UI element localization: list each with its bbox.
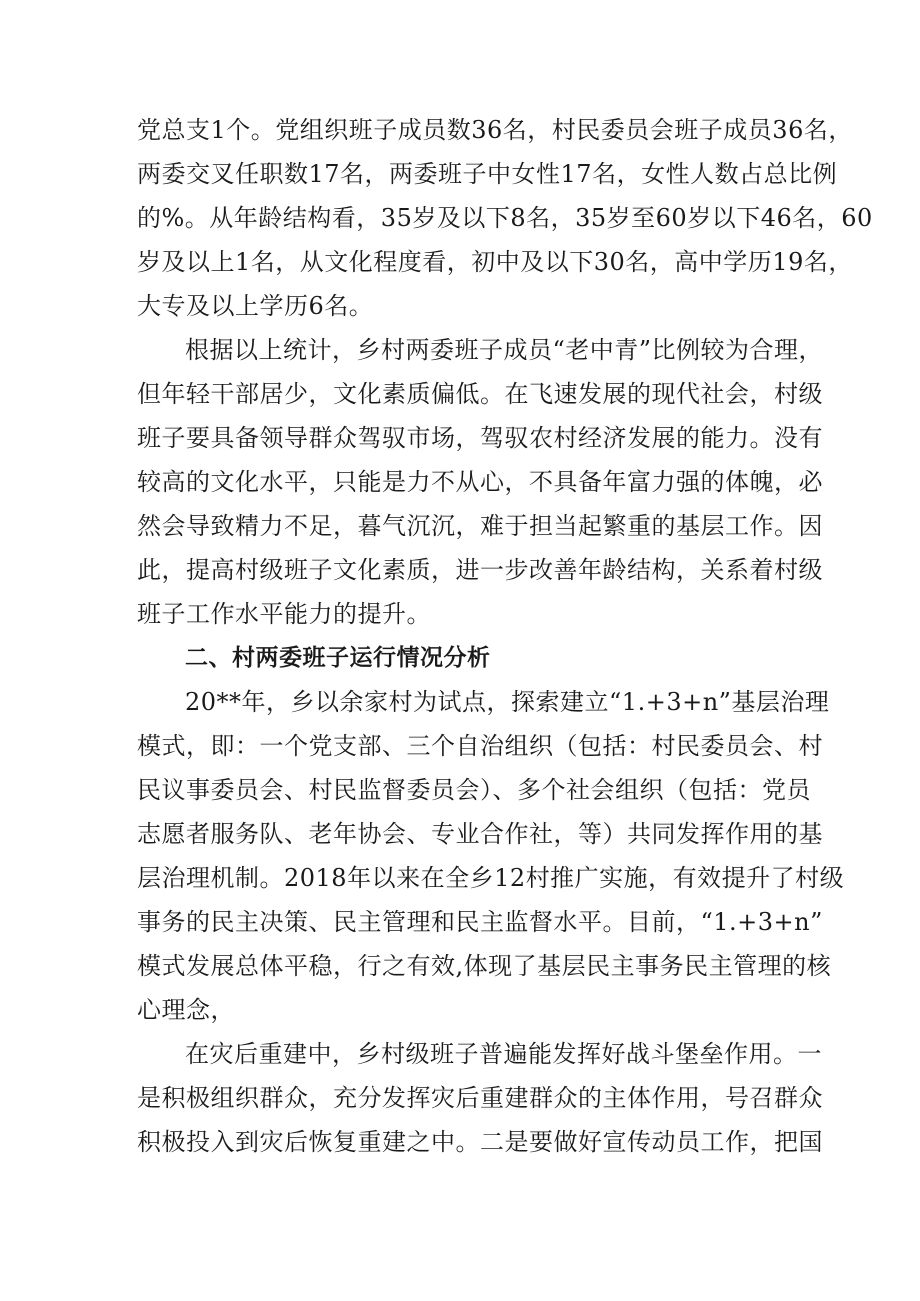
text-line: 20**年，乡以余家村为试点，探索建立“1.+3+n”基层治理 — [185, 688, 830, 716]
text-line: 党总支1个。党组织班子成员数36名，村民委员会班子成员36名， — [137, 116, 853, 144]
text-line: 模式，即：一个党支部、三个自治组织（包括：村民委员会、村 — [137, 732, 823, 760]
text-line: 民议事委员会、村民监督委员会）、多个社会组织（包括：党员 — [137, 776, 811, 804]
text-line: 层治理机制。2018年以来在全乡12村推广实施，有效提升了村级 — [137, 864, 845, 892]
section-heading: 二、村两委班子运行情况分析 — [185, 645, 491, 671]
text-line: 然会导致精力不足，暮气沉沉，难于担当起繁重的基层工作。因 — [137, 512, 823, 540]
text-line: 但年轻干部居少，文化素质偏低。在飞速发展的现代社会，村级 — [137, 380, 823, 408]
text-line: 此，提高村级班子文化素质，进一步改善年龄结构，关系着村级 — [137, 556, 823, 584]
text-line: 大专及以上学历6名。 — [137, 292, 374, 320]
text-line: 较高的文化水平，只能是力不从心，不具备年富力强的体魄，必 — [137, 468, 823, 496]
text-line: 岁及以上1名，从文化程度看，初中及以下30名，高中学历19名， — [137, 248, 853, 276]
paragraph-1 — [137, 108, 873, 328]
text-line: 在灾后重建中，乡村级班子普遍能发挥好战斗堡垒作用。一 — [185, 1040, 822, 1068]
text-line: 根据以上统计，乡村两委班子成员“老中青”比例较为合理， — [185, 336, 824, 364]
text-line: 两委交叉任职数17名，两委班子中女性17名，女性人数占总比例 — [137, 160, 838, 188]
paragraph-2 — [137, 328, 824, 636]
text-line: 积极投入到灾后恢复重建之中。二是要做好宣传动员工作，把国 — [137, 1128, 823, 1156]
document-body — [137, 108, 873, 1164]
paragraph-3 — [137, 680, 845, 1032]
text-line: 志愿者服务队、老年协会、专业合作社，等）共同发挥作用的基 — [137, 820, 823, 848]
text-line: 心理念， — [137, 996, 235, 1024]
text-line: 班子要具备领导群众驾驭市场，驾驭农村经济发展的能力。没有 — [137, 424, 823, 452]
text-line: 班子工作水平能力的提升。 — [137, 600, 431, 628]
text-line: 是积极组织群众，充分发挥灾后重建群众的主体作用，号召群众 — [137, 1084, 823, 1112]
paragraph-4 — [137, 1032, 823, 1164]
text-line: 的%。从年龄结构看，35岁及以下8名，35岁至60岁以下46名，60 — [137, 204, 873, 232]
text-line: 事务的民主决策、民主管理和民主监督水平。目前，“1.+3+n” — [137, 908, 823, 936]
text-line: 模式发展总体平稳，行之有效,体现了基层民主事务民主管理的核 — [137, 952, 832, 980]
